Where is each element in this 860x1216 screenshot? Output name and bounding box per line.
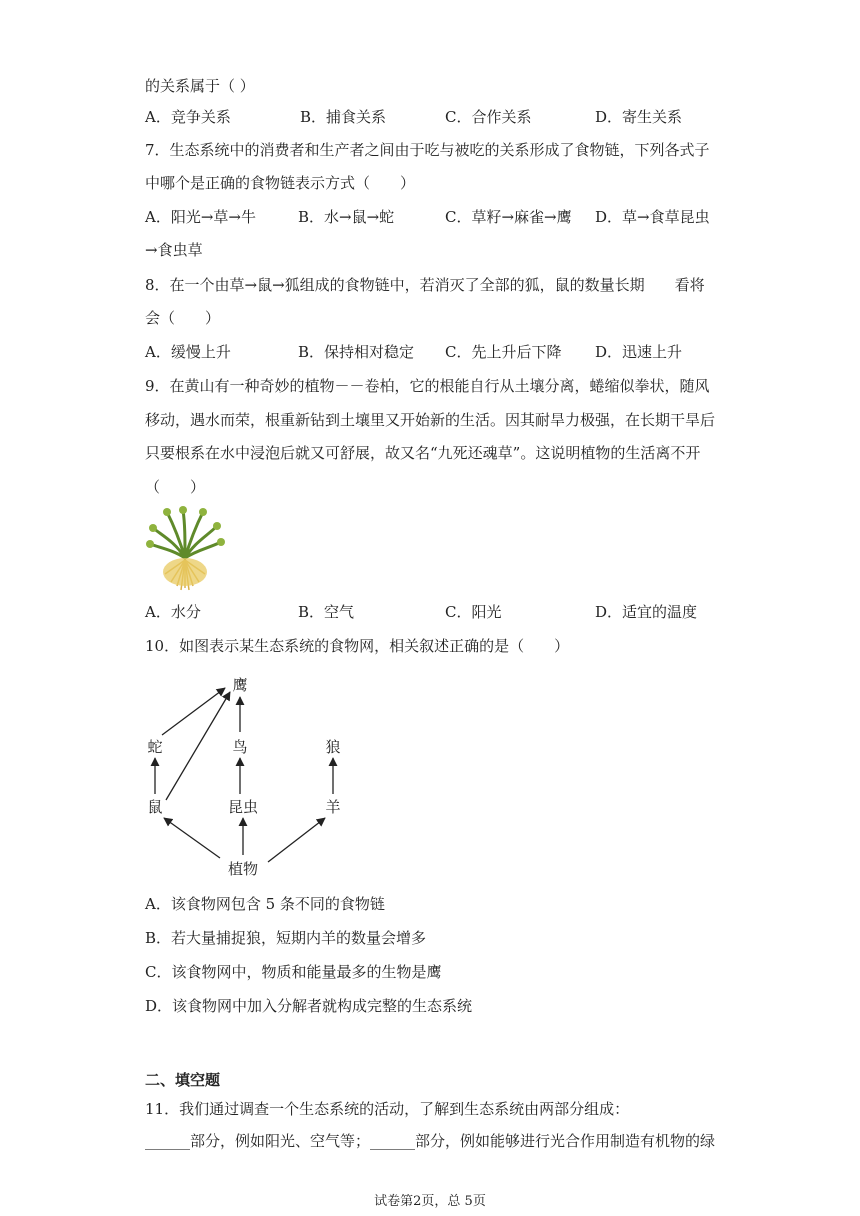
arrow-plant-to-mouse [164,818,220,858]
q7-option-d-wrap: →食虫草 [145,241,203,259]
node-eagle: 鹰 [232,676,248,694]
q7-option-b: B．水→鼠→蛇 [298,208,395,226]
q9-stem-line1: 9．在黄山有一种奇妙的植物－－卷柏，它的根能自行从土壤分离，蜷缩似拳状，随风 [145,377,710,395]
q8-option-c: C．先上升后下降 [445,343,562,361]
section-title-fill-in: 二、填空题 [145,1071,221,1089]
page-footer: 试卷第2页，总 5页 [374,1194,486,1209]
arrow-snake-to-eagle [162,688,225,735]
q9-stem-line3: 只要根系在水中浸泡后就又可舒展，故又名“九死还魂草”。这说明植物的生活离不开 [145,444,701,462]
q7-option-d: D．草→食草昆虫 [595,208,710,226]
q6-option-d: D．寄生关系 [595,108,683,126]
q8-option-b: B．保持相对稳定 [298,343,415,361]
q8-stem-line2: 会（ ） [145,309,221,327]
node-bird: 鸟 [232,738,248,756]
node-mouse: 鼠 [147,798,163,816]
q11-stem-line1: 11．我们通过调查一个生态系统的活动，了解到生态系统由两部分组成： [145,1100,630,1118]
q6-option-b: B．捕食关系 [300,108,387,126]
arrow-plant-to-sheep [268,818,325,862]
node-insect: 昆虫 [227,798,259,816]
q10-stem: 10．如图表示某生态系统的食物网，相关叙述正确的是（ ） [145,637,570,655]
q10-option-c: C．该食物网中，物质和能量最多的生物是鹰 [145,963,442,981]
q7-option-a: A．阳光→草→牛 [145,208,256,226]
q7-option-c: C．草籽→麻雀→鹰 [445,208,572,226]
q10-option-a: A．该食物网包含 5 条不同的食物链 [145,895,385,913]
q11-stem-line2: ______部分，例如阳光、空气等；______部分，例如能够进行光合作用制造有机物的绿 [145,1132,716,1150]
q8-option-a: A．缓慢上升 [145,343,231,361]
q9-option-d: D．适宜的温度 [595,603,698,621]
q9-option-a: A．水分 [145,603,201,621]
q9-option-b: B．空气 [298,603,355,621]
q10-option-d: D．该食物网中加入分解者就构成完整的生态系统 [145,997,473,1015]
node-sheep: 羊 [325,798,341,816]
q6-option-c: C．合作关系 [445,108,532,126]
q6-stem-tail: 的关系属于（ ） [145,77,255,95]
q10-option-b: B．若大量捕捉狼，短期内羊的数量会增多 [145,929,427,947]
node-plant: 植物 [227,860,259,878]
q9-stem-line4: （ ） [145,478,206,496]
q8-stem-line1: 8．在一个由草→鼠→狐组成的食物链中，若消灭了全部的狐，鼠的数量长期 看将 [145,276,705,294]
q6-option-a: A．竞争关系 [145,108,231,126]
q7-stem-line2: 中哪个是正确的食物链表示方式（ ） [145,174,416,192]
q7-stem-line1: 7．生态系统中的消费者和生产者之间由于吃与被吃的关系形成了食物链，下列各式子 [145,141,710,159]
q9-option-c: C．阳光 [445,603,502,621]
node-snake: 蛇 [147,738,163,756]
q9-stem-line2: 移动，遇水而荣，根重新钻到土壤里又开始新的生活。因其耐旱力极强，在长期干旱后 [145,411,716,429]
q8-option-d: D．迅速上升 [595,343,683,361]
node-wolf: 狼 [325,738,341,756]
